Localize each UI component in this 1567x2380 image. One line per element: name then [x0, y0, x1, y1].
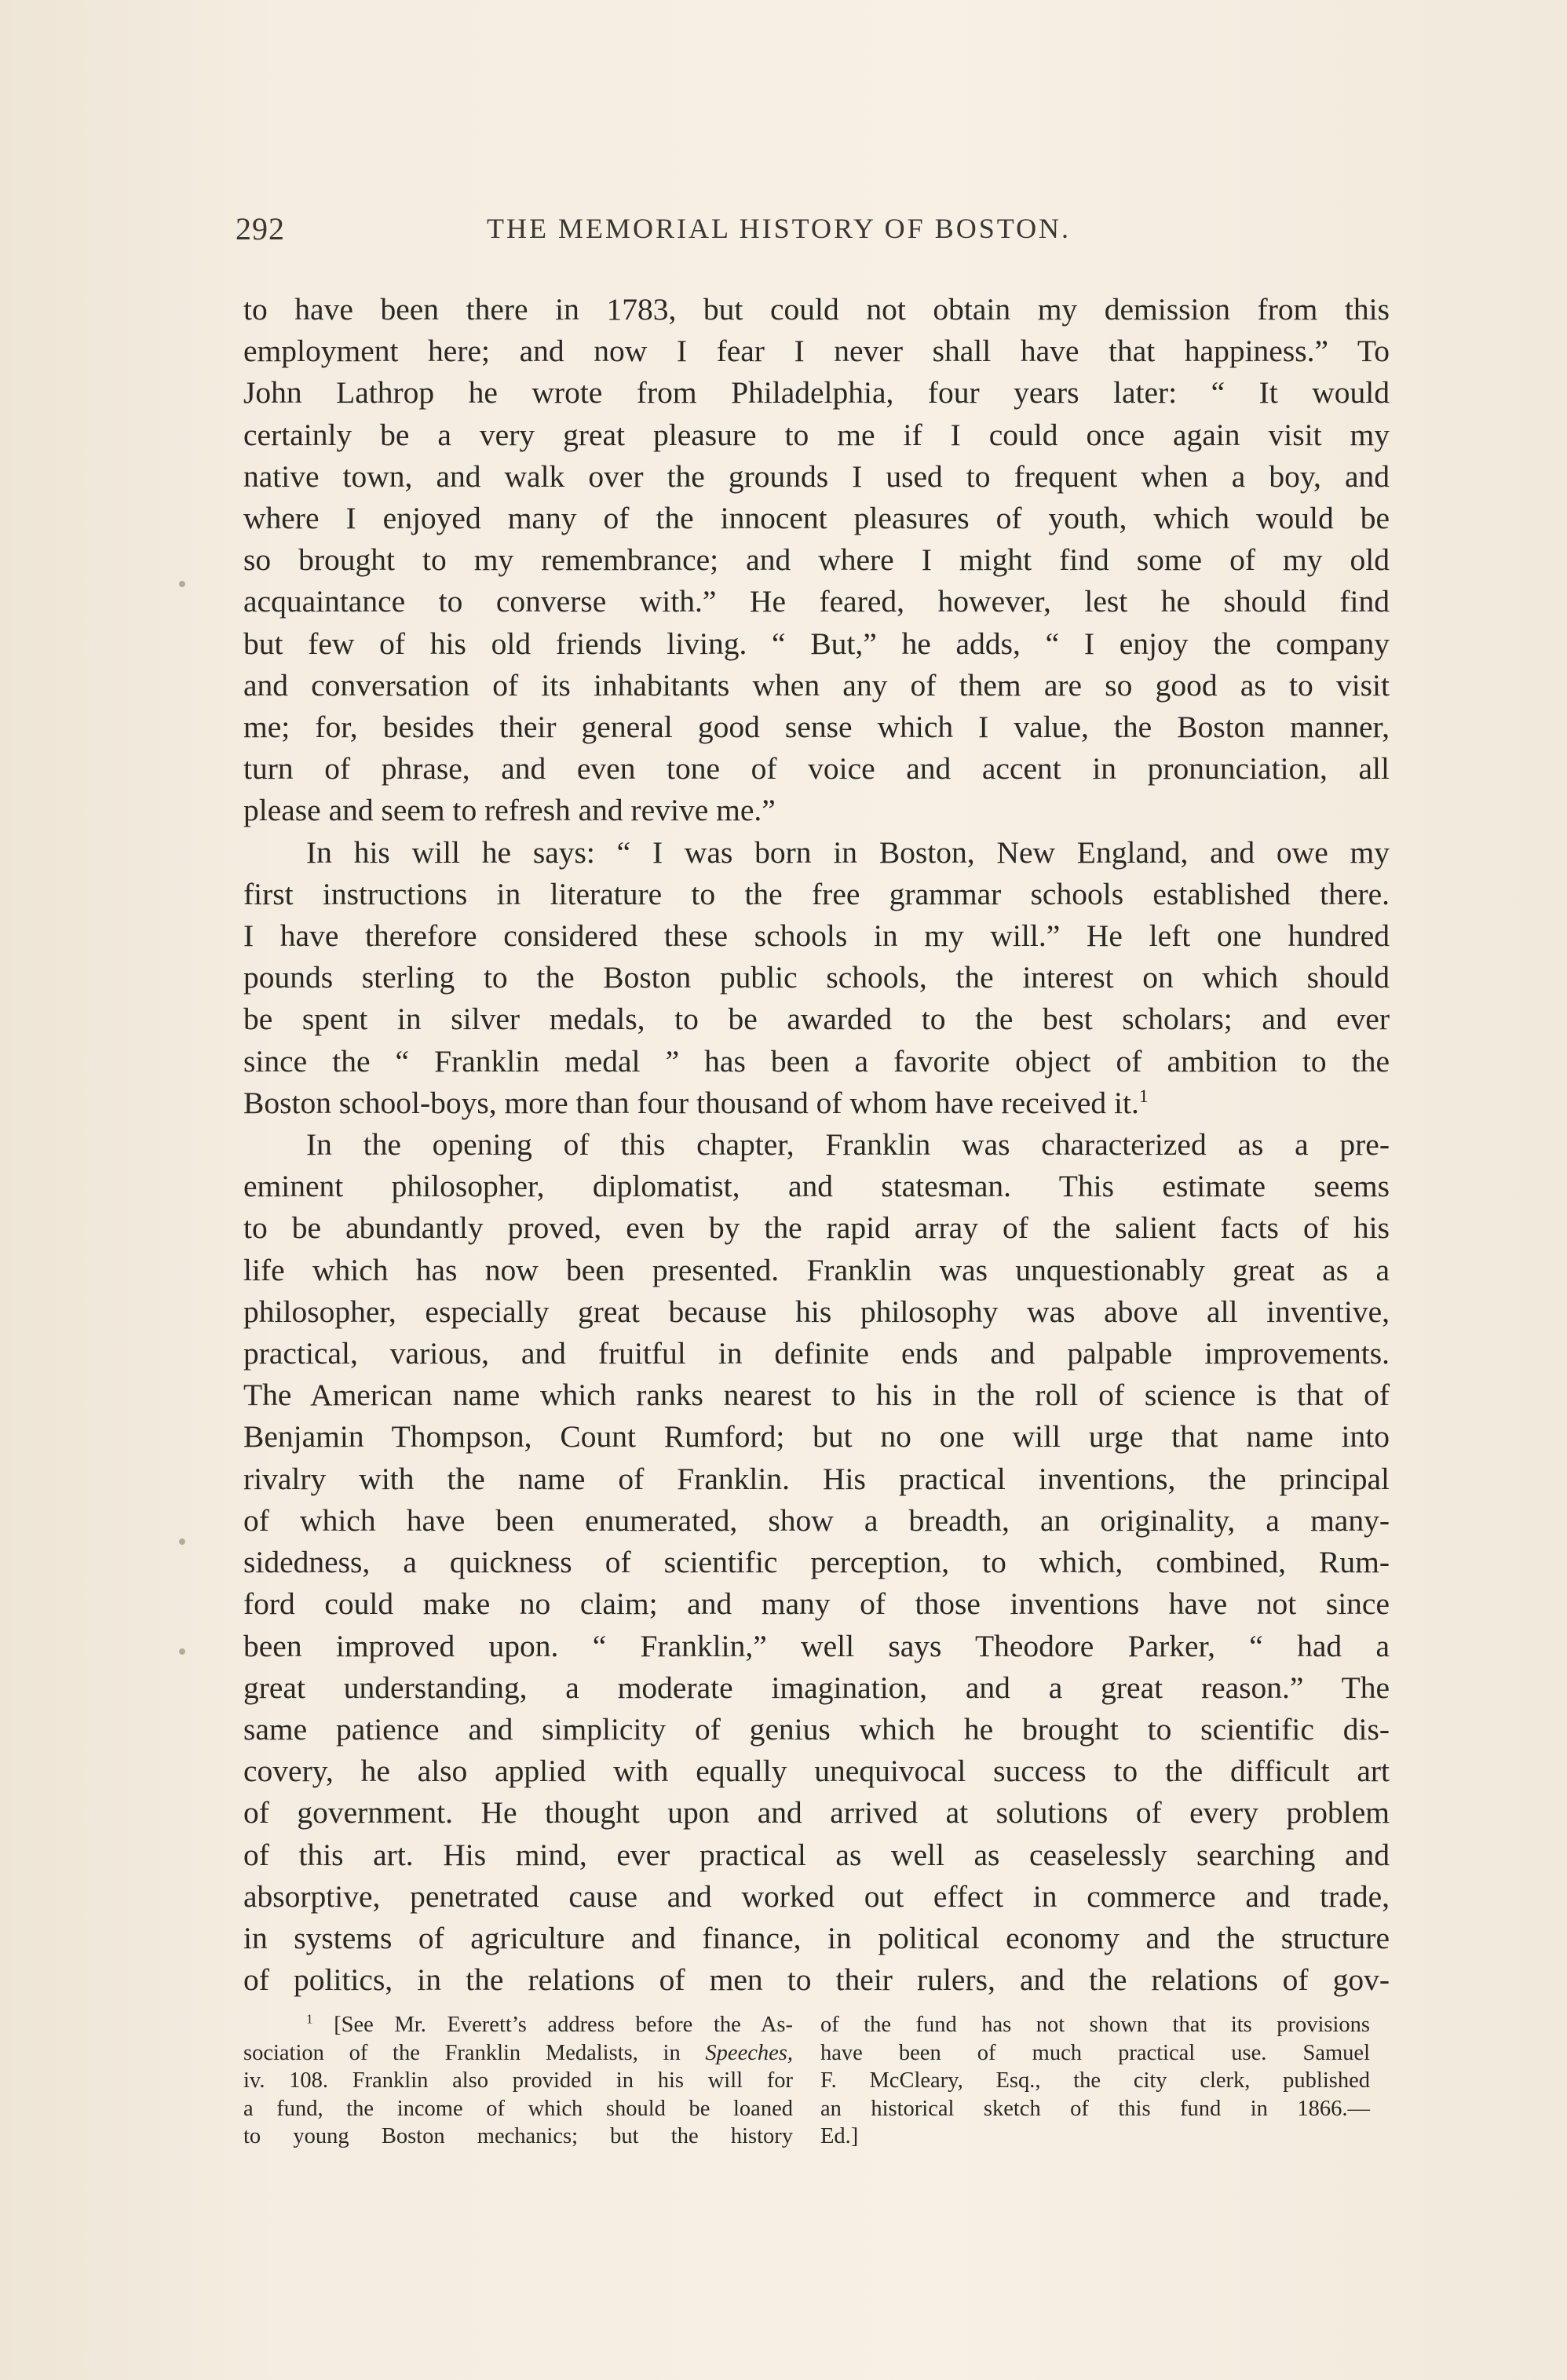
text-line: to be abundantly proved, even by the rapid array of the salient facts of his: [243, 1210, 1390, 1246]
footnote-italic: Speeches,: [705, 2040, 793, 2065]
text-line: rivalry with the name of Franklin. His practical inventions, the principal: [243, 1461, 1390, 1496]
footnote-column-left: [243, 2011, 793, 2151]
text-line: first instructions in literature to the free grammar schools established there.: [243, 876, 1390, 911]
text-line: of this art. His mind, ever practical as well as ceaselessly searching and: [243, 1837, 1390, 1872]
text-line: philosopher, especially great because his philosophy was above all inventive,: [243, 1294, 1390, 1329]
text-line: The American name which ranks nearest to his in the roll of science is that of: [243, 1378, 1390, 1413]
text-line: so brought to my remembrance; and where I might find some of my old: [243, 542, 1390, 578]
text-line: of which have been enumerated, show a breadth, an originality, a many-: [243, 1502, 1390, 1538]
footnote-marker: 1: [306, 2011, 313, 2027]
footnote-line: an historical sketch of this fund in 1866.—: [820, 2096, 1370, 2121]
text-line: ford could make no claim; and many of those inventions have not since: [243, 1586, 1390, 1622]
text-line: [243, 1082, 1390, 1124]
text-line: been improved upon. “ Franklin,” well says Theodore Parker, “ had a: [243, 1628, 1390, 1663]
text-line: employment here; and now I fear I never shall have that happiness.” To: [243, 334, 1390, 369]
footnote-line: [243, 2039, 793, 2068]
text-line: be spent in silver medals, to be awarded to the best scholars; and ever: [243, 1002, 1390, 1037]
footnote-reference: 1: [1138, 1086, 1149, 1107]
footnote-line: F. McCleary, Esq., the city clerk, published: [820, 2068, 1370, 2093]
text-line: sidedness, a quickness of scientific perception, to which, combined, Rum-: [243, 1545, 1390, 1580]
text-line: absorptive, penetrated cause and worked out effect in commerce and trade,: [243, 1878, 1390, 1914]
text-line: in systems of agriculture and finance, in political economy and the structure: [243, 1920, 1390, 1955]
footnote-line: Ed.]: [820, 2124, 859, 2148]
text-line: of government. He thought upon and arrived at solutions of every problem: [243, 1795, 1390, 1831]
text-line: John Lathrop he wrote from Philadelphia, four years later: “ It would: [243, 375, 1390, 411]
text-line: In his will he says: “ I was born in Boston, New England, and owe my: [306, 834, 1390, 870]
footnote-line-content: [See Mr. Everett’s address before the As-: [334, 2013, 793, 2037]
footnote-line: to young Boston mechanics; but the history: [243, 2124, 793, 2148]
footnote-line: of the fund has not shown that its provisions: [820, 2013, 1370, 2037]
margin-speck: [179, 581, 185, 587]
footnote-line-content: sociation of the Franklin Medalists, in: [243, 2040, 706, 2065]
text-line: life which has now been presented. Franklin was unquestionably great as a: [243, 1252, 1390, 1287]
text-line: pounds sterling to the Boston public schools, the interest on which should: [243, 960, 1390, 995]
text-line: I have therefore considered these schools in my will.” He left one hundred: [243, 918, 1390, 954]
text-line: eminent philosopher, diplomatist, and statesman. This estimate seems: [243, 1169, 1390, 1204]
text-line: covery, he also applied with equally unequivocal success to the difficult art: [243, 1754, 1390, 1789]
footnote-line: [243, 2011, 793, 2039]
page-number: 292: [236, 211, 285, 246]
footnote-line: a fund, the income of which should be loaned: [243, 2096, 793, 2121]
body-text: [243, 289, 1390, 2001]
text-line: but few of his old friends living. “ But,” he adds, “ I enjoy the company: [243, 626, 1390, 661]
text-line: where I enjoyed many of the innocent pleasures of youth, which would be: [243, 501, 1390, 536]
text-line: great understanding, a moderate imagination, and a great reason.” The: [243, 1670, 1390, 1705]
text-line: In the opening of this chapter, Franklin was characterized as a pre-: [306, 1127, 1390, 1163]
page-header: [236, 210, 1390, 257]
footnote-line: iv. 108. Franklin also provided in his will for: [243, 2068, 793, 2093]
text-line: turn of phrase, and even tone of voice and accent in pronunciation, all: [243, 751, 1390, 787]
text-line: native town, and walk over the grounds I used to frequent when a boy, and: [243, 458, 1390, 494]
text-line-content: Boston school-boys, more than four thousand of whom have received it.: [243, 1085, 1139, 1120]
text-line: and conversation of its inhabitants when any of them are so good as to visit: [243, 667, 1390, 703]
text-line: same patience and simplicity of genius which he brought to scientific dis-: [243, 1711, 1390, 1747]
text-line: Benjamin Thompson, Count Rumford; but no one will urge that name into: [243, 1419, 1390, 1455]
text-line: me; for, besides their general good sense which I value, the Boston manner,: [243, 710, 1390, 745]
margin-speck: [179, 1648, 185, 1655]
text-line: certainly be a very great pleasure to me if I could once again visit my: [243, 417, 1390, 452]
text-line: of politics, in the relations of men to their rulers, and the relations of gov-: [243, 1962, 1390, 1998]
text-line: acquaintance to converse with.” He feared, however, lest he should find: [243, 584, 1390, 619]
footnote-column-right: [820, 2011, 1370, 2151]
text-line: please and seem to refresh and revive me.”: [243, 793, 776, 828]
text-line: since the “ Franklin medal ” has been a favorite object of ambition to the: [243, 1043, 1390, 1079]
footnote-line: have been of much practical use. Samuel: [820, 2040, 1370, 2065]
margin-speck: [179, 1539, 185, 1545]
running-head: THE MEMORIAL HISTORY OF BOSTON.: [487, 213, 1072, 244]
text-line: practical, various, and fruitful in definite ends and palpable improvements.: [243, 1336, 1390, 1371]
text-line: to have been there in 1783, but could not obtain my demission from this: [243, 292, 1390, 327]
